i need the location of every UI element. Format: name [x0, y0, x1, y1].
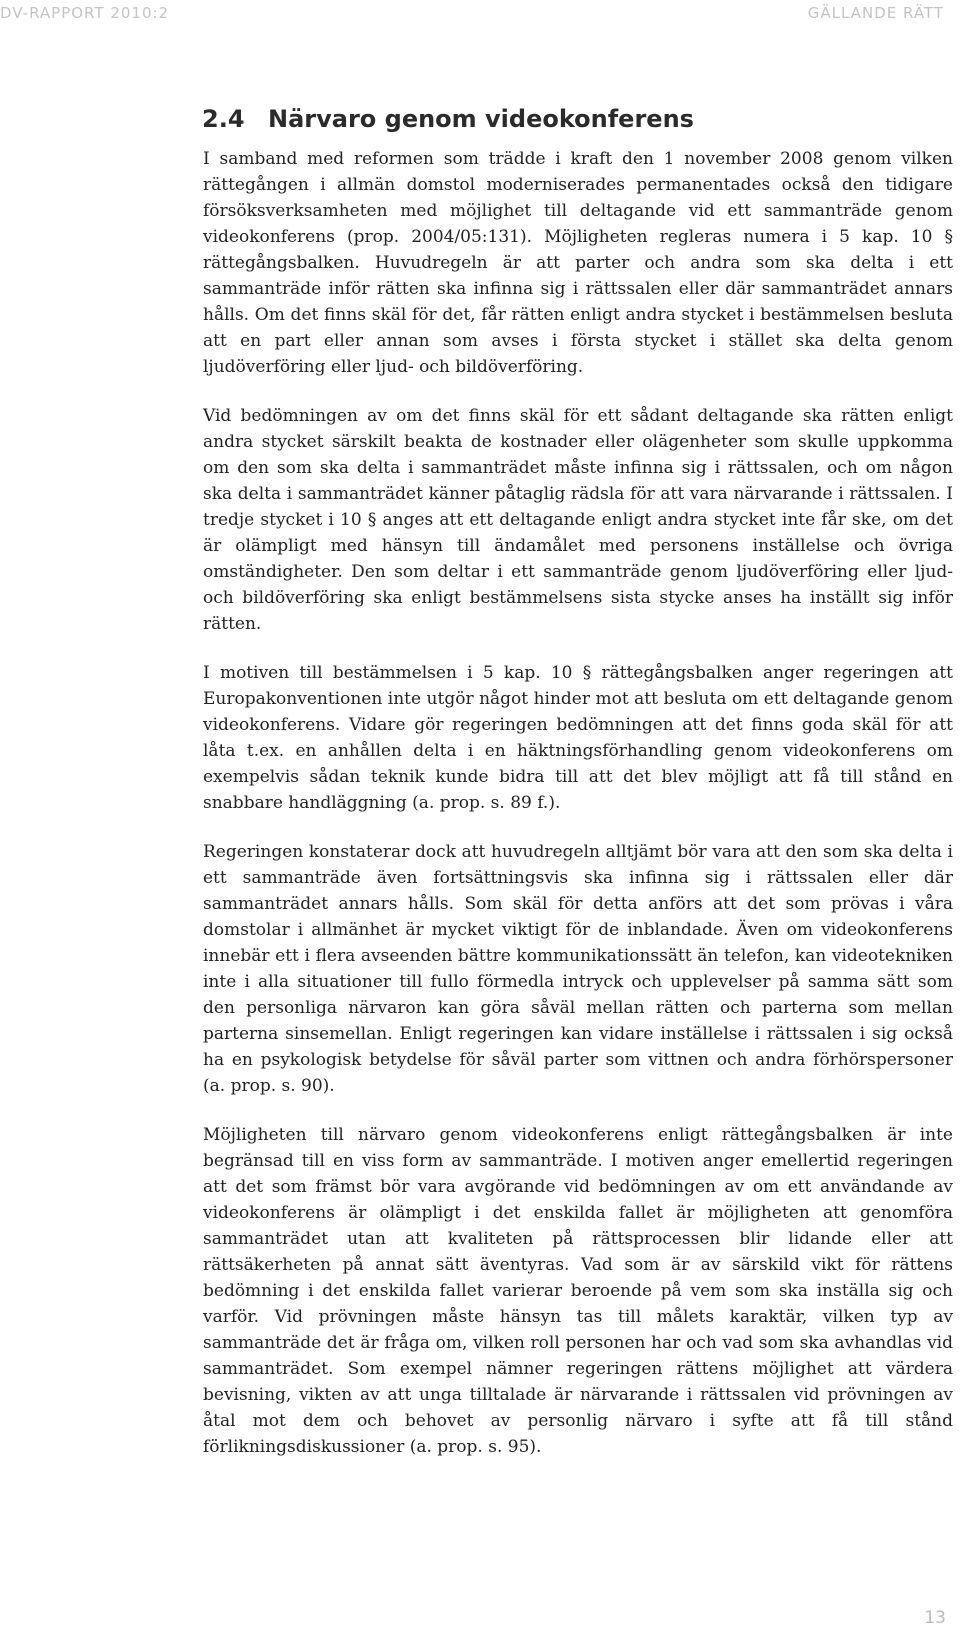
paragraph-1: I samband med reformen som trädde i kraft den 1 november 2008 genom vilken rättegången i allmän domstol moderniserades permanentades också den tidigare försöksverksamheten med möjlighet till deltagande vid ett sammanträde genom videokonferens (prop. 2004/05:131). Möjligheten regleras numera i 5 kap. 10 § rättegångsbalken. Huvudregeln är att parter och andra som ska delta i ett sammanträde inför rätten ska infinna sig i rättssalen eller där sammanträdet annars hålls. Om det finns skäl för det, får rätten enligt andra stycket i bestämmelsen besluta att en part eller annan som avses i första stycket i stället ska delta genom ljudöverföring eller ljud- och bildöverföring.: [203, 149, 953, 377]
section-title: Närvaro genom videokonferens: [268, 105, 694, 133]
paragraph-4: Regeringen konstaterar dock att huvudregeln alltjämt bör vara att den som ska delta i ett sammanträde även fortsättningsvis ska infinna sig i rättssalen eller där sammanträdet annars hålls. Som skäl för detta anförs att det som prövas i våra domstolar i allmänhet är mycket viktigt för de inblandade. Även om videokonferens innebär ett i flera avseenden bättre kommunikationssätt än telefon, kan videotekniken inte i alla situationer till fullo förmedla intryck och upplevelser på samma sätt som den personliga närvaron kan göra såväl mellan rätten och parterna som mellan parterna sinsemellan. Enligt regeringen kan vidare inställelse i rättssalen i sig också ha en psykologisk betydelse för såväl parter som vittnen och andra förhörspersoner (a. prop. s. 90).: [203, 842, 953, 1096]
paragraph-2: Vid bedömningen av om det finns skäl för ett sådant deltagande ska rätten enligt andra stycket särskilt beakta de kostnader eller olägenheter som skulle uppkomma om den som ska delta i sammanträdet måste infinna sig i rättssalen, och om någon ska delta i sammanträdet känner påtaglig rädsla för att vara närvarande i rättssalen. I tredje stycket i 10 § anges att ett deltagande enligt andra stycket inte får ske, om det är olämpligt med hänsyn till ändamålet med personens inställelse och övriga omständigheter. Den som deltar i ett sammanträde genom ljudöverföring eller ljud- och bildöverföring ska enligt bestämmelsens sista stycke anses ha inställt sig inför rätten.: [203, 406, 953, 634]
page-number: 13: [924, 1608, 946, 1628]
running-header: [0, 4, 960, 30]
section-number: 2.4: [202, 105, 245, 133]
report-id: DV-RAPPORT 2010:2: [0, 4, 170, 22]
page-body: [203, 102, 953, 1483]
chapter-name: GÄLLANDE RÄTT: [807, 4, 944, 22]
paragraph-5: Möjligheten till närvaro genom videokonferens enligt rättegångsbalken är inte begränsad till en viss form av sammanträde. I motiven anger emellertid regeringen att det som främst bör vara avgörande vid bedömningen av om ett användande av videokonferens är olämpligt i det enskilda fallet är möjligheten att genomföra sammanträdet utan att kvaliteten på rättsprocessen blir lidande eller att rättsäkerheten på annat sätt äventyras. Vad som är av särskild vikt för rättens bedömning i det enskilda fallet varierar beroende på vem som ska inställa sig och varför. Vid prövningen måste hänsyn tas till målets karaktär, vilken typ av sammanträde det är fråga om, vilken roll personen har och vad som ska avhandlas vid sammanträdet. Som exempel nämner regeringen rättens möjlighet att värdera bevisning, vikten av att unga tilltalade är närvarande i rättssalen vid prövningen av åtal mot dem och behovet av personlig närvaro i syfte att få till stånd förlikningsdiskussioner (a. prop. s. 95).: [203, 1125, 953, 1457]
paragraph-3: I motiven till bestämmelsen i 5 kap. 10 § rättegångsbalken anger regeringen att Europakonventionen inte utgör något hinder mot att besluta om ett deltagande genom videokonferens. Vidare gör regeringen bedömningen att det finns goda skäl för att låta t.ex. en anhållen delta i en häktningsförhandling genom videokonferens om exempelvis sådan teknik kunde bidra till att det blev möjligt att få till stånd en snabbare handläggning (a. prop. s. 89 f.).: [203, 663, 953, 813]
section-heading: [202, 102, 953, 136]
